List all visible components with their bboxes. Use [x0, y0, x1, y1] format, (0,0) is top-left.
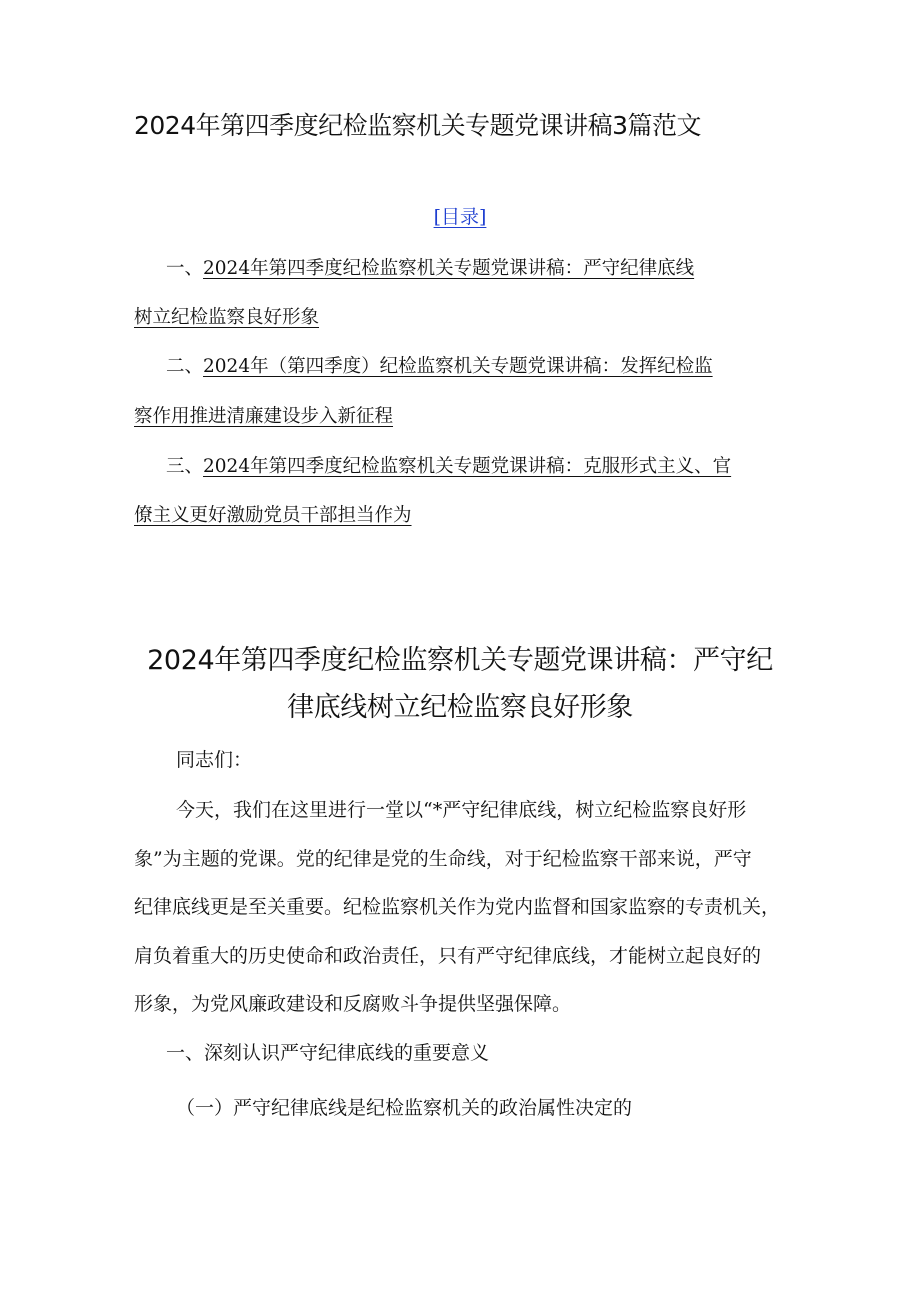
- toc-item-3[interactable]: [166, 454, 731, 480]
- toc-heading[interactable]: [0, 204, 920, 230]
- article-title-line-2: 律底线树立纪检监察良好形象: [287, 692, 633, 723]
- paragraph-line: 今天，我们在这里进行一堂以“*严守纪律底线，树立纪检监察良好形: [176, 799, 747, 821]
- paragraph-line: 肩负着重大的历史使命和政治责任，只有严守纪律底线，才能树立起良好的: [134, 945, 762, 967]
- toc-heading-link[interactable]: [目录]: [433, 206, 487, 228]
- toc-item-3-link[interactable]: 2024年第四季度纪检监察机关专题党课讲稿：克服形式主义、官: [203, 456, 732, 477]
- toc-item-3-continued[interactable]: [134, 503, 412, 529]
- toc-item-number: 三、: [166, 456, 204, 477]
- toc-item-1-link[interactable]: 2024年第四季度纪检监察机关专题党课讲稿：严守纪律底线: [203, 258, 695, 279]
- toc-item-3-link-continued[interactable]: 僚主义更好激励党员干部担当作为: [134, 505, 412, 526]
- salutation: 同志们：: [176, 749, 253, 771]
- toc-item-number: 一、: [166, 258, 204, 279]
- paragraph-line: 形象，为党风廉政建设和反腐败斗争提供坚强保障。: [134, 993, 572, 1015]
- toc-item-1[interactable]: [166, 256, 694, 282]
- section-heading: 一、深刻认识严守纪律底线的重要意义: [166, 1042, 490, 1064]
- toc-item-2-link-continued[interactable]: 察作用推进清廉建设步入新征程: [134, 406, 394, 427]
- toc-item-1-link-continued[interactable]: 树立纪检监察良好形象: [134, 307, 320, 328]
- paragraph-line: 象”为主题的党课。党的纪律是党的生命线，对于纪检监察干部来说，严守: [134, 848, 752, 870]
- paragraph-line: 纪律底线更是至关重要。纪检监察机关作为党内监督和国家监察的专责机关，: [134, 896, 781, 918]
- article-title-line-1: 2024年第四季度纪检监察机关专题党课讲稿：严守纪: [147, 645, 773, 676]
- document-title: 2024年第四季度纪检监察机关专题党课讲稿3篇范文: [134, 111, 702, 140]
- toc-item-2-continued[interactable]: [134, 404, 393, 430]
- toc-item-number: 二、: [166, 356, 204, 377]
- toc-item-1-continued[interactable]: [134, 305, 319, 331]
- toc-item-2-link[interactable]: 2024年（第四季度）纪检监察机关专题党课讲稿：发挥纪检监: [203, 356, 713, 377]
- toc-item-2[interactable]: [166, 354, 713, 380]
- subsection-heading: （一）严守纪律底线是纪检监察机关的政治属性决定的: [176, 1097, 633, 1119]
